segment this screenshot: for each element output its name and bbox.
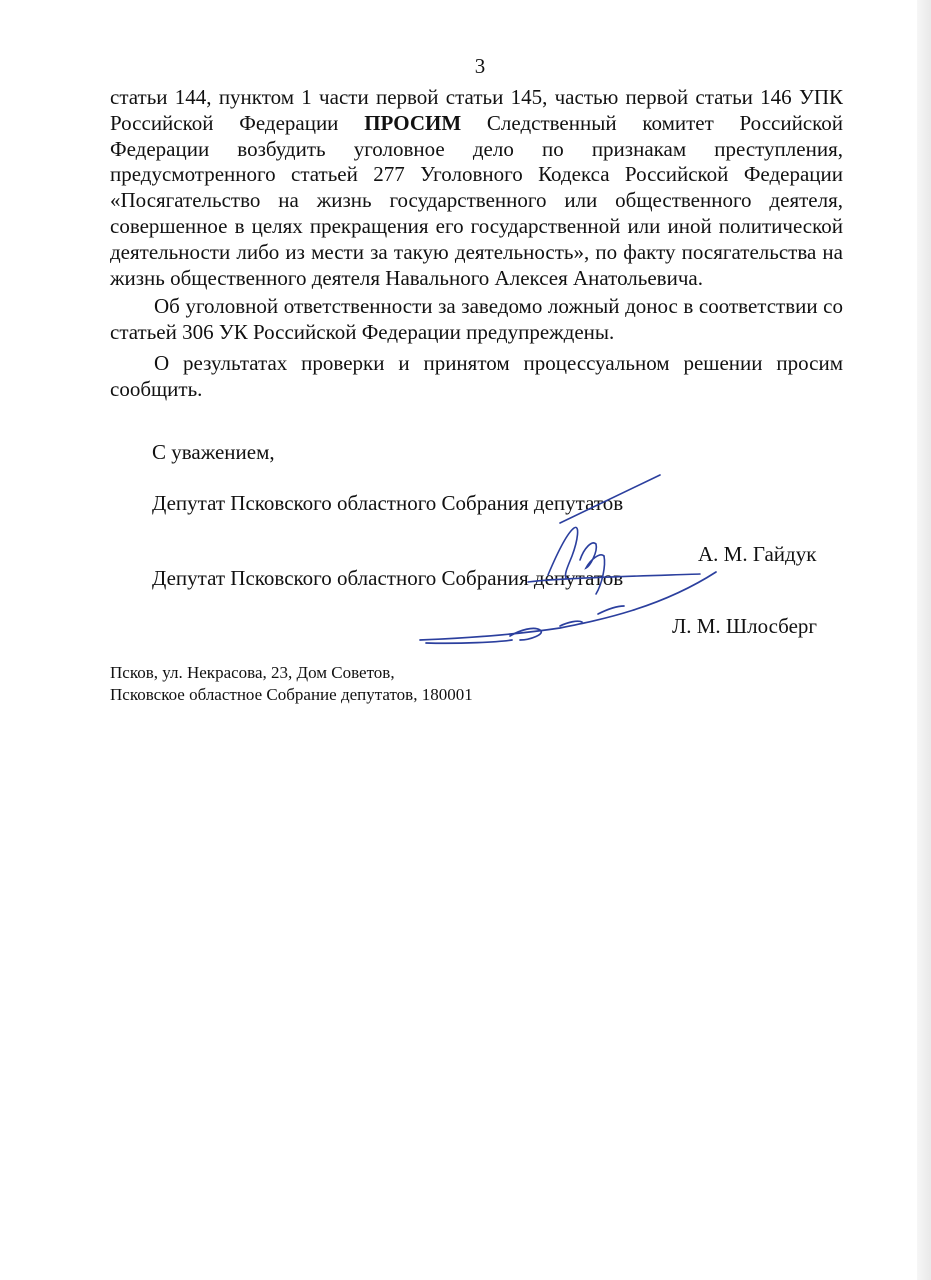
page-number: 3 (474, 54, 486, 78)
signer-name: Л. М. Шлосберг (672, 614, 818, 638)
text-fragment: Следственный комитет Российской (486, 110, 844, 135)
signer-name: А. М. Гайдук (698, 542, 817, 566)
closing-salutation: С уважением, (152, 440, 275, 464)
emphasis-prosim: ПРОСИМ (364, 110, 462, 135)
address-block (110, 662, 473, 706)
paragraph-line: статьи 144, пунктом 1 части первой статьи 145, частью первой статьи 146 УПК (110, 85, 843, 109)
scan-edge (917, 0, 931, 1280)
paragraph-line: совершенное в целях прекращения его государственной или иной политической (110, 213, 843, 238)
paragraph-line: О результатах проверки и принятом процессуальном решении просим (154, 351, 843, 375)
paragraph-line: «Посягательство на жизнь государственного или общественного деятеля, (110, 188, 843, 213)
paragraph-line (110, 111, 843, 137)
paragraph-line: жизнь общественного деятеля Навального Алексея Анатольевича. (110, 265, 703, 290)
paragraph-line: деятельности либо из мести за такую деятельность», по факту посягательства на (110, 239, 843, 264)
signer-title: Депутат Псковского областного Собрания депутатов (152, 566, 624, 590)
address-line: Псков, ул. Некрасова, 23, Дом Советов, (110, 663, 395, 682)
paragraph-request (110, 351, 843, 403)
signer-title: Депутат Псковского областного Собрания депутатов (152, 491, 624, 515)
paragraph-petition (110, 85, 843, 291)
paragraph-warning (110, 294, 843, 346)
address-line: Псковское областное Собрание депутатов, 180001 (110, 685, 473, 704)
paragraph-line: сообщить. (110, 376, 203, 401)
paragraph-line: статьей 306 УК Российской Федерации предупреждены. (110, 319, 615, 344)
text-fragment: Российской Федерации (110, 110, 339, 135)
paragraph-line: предусмотренного статьей 277 Уголовного Кодекса Российской Федерации (110, 162, 843, 187)
paragraph-line: Федерации возбудить уголовное дело по признакам преступления, (110, 136, 843, 161)
paragraph-line: Об уголовной ответственности за заведомо ложный донос в соответствии со (154, 294, 843, 318)
